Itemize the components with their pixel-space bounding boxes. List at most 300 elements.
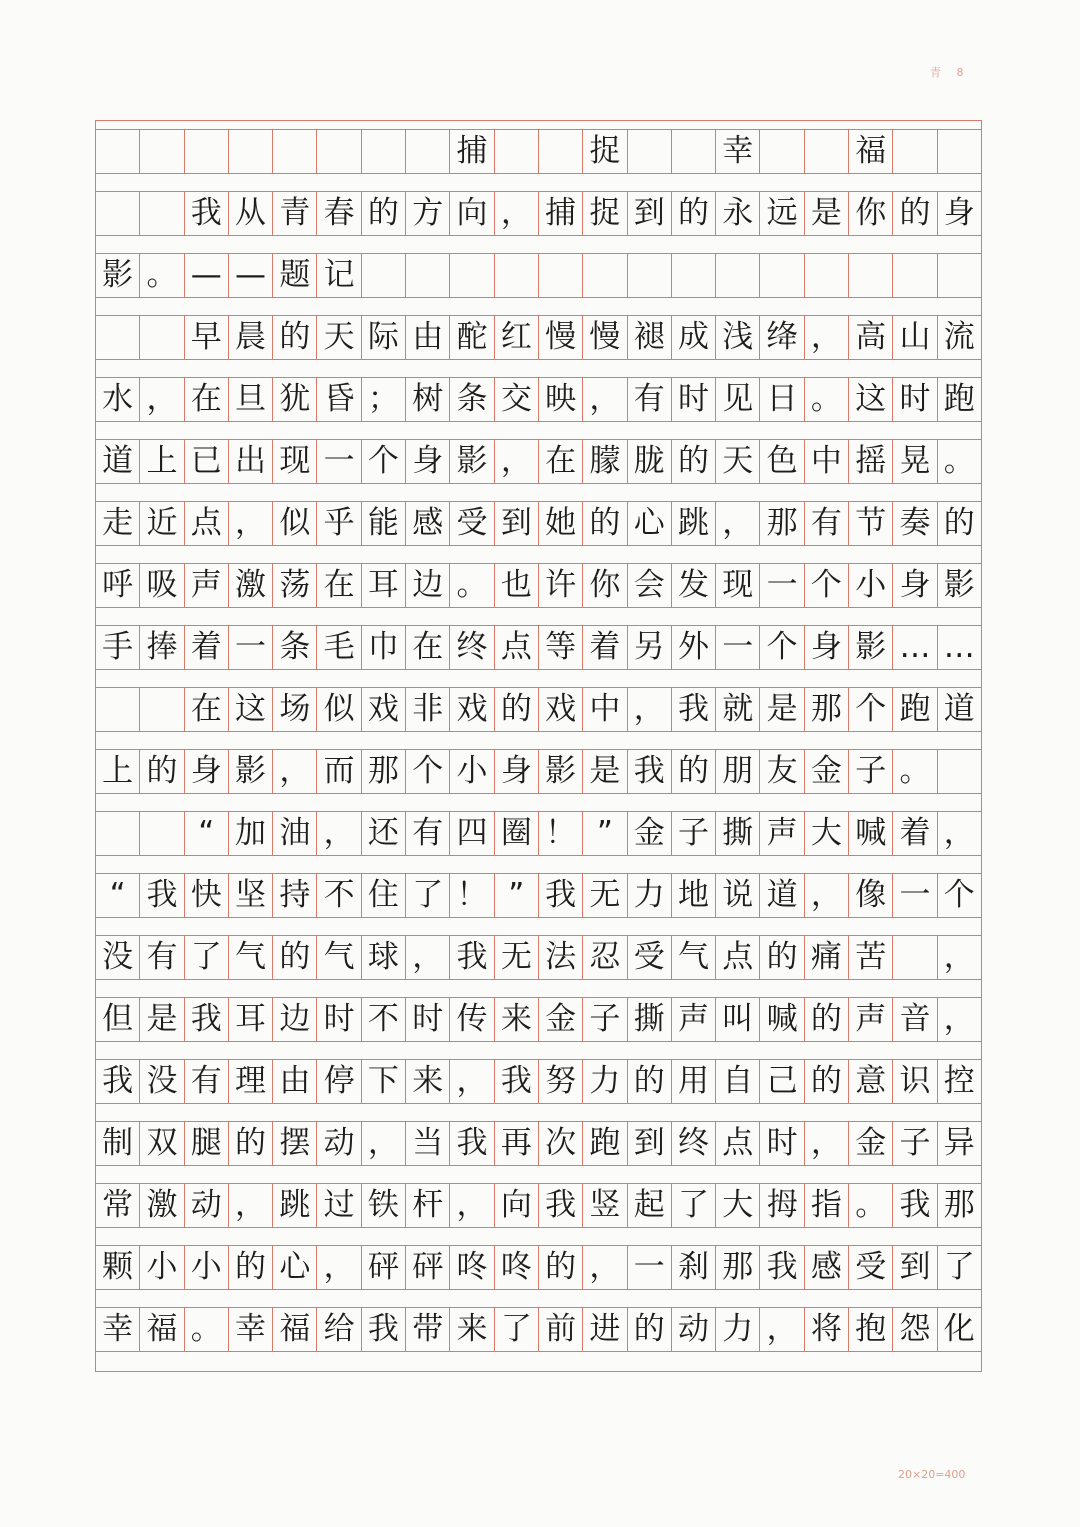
grid-cell: [539, 254, 583, 297]
grid-cell: 。: [893, 750, 937, 793]
grid-cell: 我: [539, 1184, 583, 1227]
grid-cell: 捉: [583, 130, 627, 173]
grid-cell: 来: [406, 1060, 450, 1103]
grid-cell: 你: [849, 192, 893, 235]
grid-cell: 一: [716, 626, 760, 669]
grid-cell: 心: [628, 502, 672, 545]
grid-cell: 耳: [229, 998, 273, 1041]
grid-cell: 下: [362, 1060, 406, 1103]
grid-cell: 的: [672, 440, 716, 483]
grid-cell: 气: [317, 936, 361, 979]
grid-cell: 金: [628, 812, 672, 855]
grid-cell: 已: [185, 440, 229, 483]
grid-cell: 的: [229, 1122, 273, 1165]
grid-cell: ，: [805, 874, 849, 917]
grid-cell: 色: [760, 440, 804, 483]
grid-cell: 怨: [893, 1308, 937, 1351]
grid-cell: 撕: [628, 998, 672, 1041]
grid-cell: 到: [893, 1246, 937, 1289]
grid-cell: 树: [406, 378, 450, 421]
grid-cell: 褪: [628, 316, 672, 359]
grid-cell: 戏: [539, 688, 583, 731]
grid-cell: 坚: [229, 874, 273, 917]
grid-cell: 由: [406, 316, 450, 359]
grid-cell: 。: [450, 564, 494, 607]
text-row: [96, 1307, 981, 1352]
grid-cell: 的: [273, 316, 317, 359]
grid-cell: 身: [805, 626, 849, 669]
grid-cell: 有: [628, 378, 672, 421]
grid-cell: 的: [893, 192, 937, 235]
grid-cell: 际: [362, 316, 406, 359]
grid-cell: 气: [672, 936, 716, 979]
grid-cell: 。: [140, 254, 184, 297]
grid-cell: 力: [583, 1060, 627, 1103]
grid-cell: 有: [805, 502, 849, 545]
grid-cell: 青: [273, 192, 317, 235]
grid-cell: [628, 254, 672, 297]
grid-cell: 幸: [96, 1308, 140, 1351]
grid-cell: [96, 812, 140, 855]
grid-cell: 这: [849, 378, 893, 421]
grid-cell: [140, 812, 184, 855]
grid-cell: 意: [849, 1060, 893, 1103]
grid-cell: [96, 192, 140, 235]
grid-cell: 一: [317, 440, 361, 483]
grid-cell: 竖: [583, 1184, 627, 1227]
grid-cell: 点: [185, 502, 229, 545]
grid-cell: 用: [672, 1060, 716, 1103]
grid-cell: 我: [628, 750, 672, 793]
grid-cell: 给: [317, 1308, 361, 1351]
text-row: [96, 1059, 981, 1104]
grid-cell: 我: [760, 1246, 804, 1289]
grid-cell: 题: [273, 254, 317, 297]
grid-cell: [672, 130, 716, 173]
grid-cell: 抱: [849, 1308, 893, 1351]
grid-cell: 近: [140, 502, 184, 545]
grid-cell: —: [229, 254, 273, 297]
grid-cell: 时: [672, 378, 716, 421]
grid-cell: 咚: [450, 1246, 494, 1289]
grid-cell: 向: [450, 192, 494, 235]
grid-cell: 将: [805, 1308, 849, 1351]
grid-cell: 记: [317, 254, 361, 297]
grid-cell: 有: [406, 812, 450, 855]
grid-cell: 现: [716, 564, 760, 607]
grid-cell: 理: [229, 1060, 273, 1103]
grid-cell: 声: [185, 564, 229, 607]
grid-cell: 道: [760, 874, 804, 917]
grid-cell: 当: [406, 1122, 450, 1165]
grid-cell: 远: [760, 192, 804, 235]
grid-cell: 见: [716, 378, 760, 421]
grid-cell: ，: [495, 440, 539, 483]
grid-cell: 铁: [362, 1184, 406, 1227]
grid-cell: 制: [96, 1122, 140, 1165]
grid-cell: 腿: [185, 1122, 229, 1165]
grid-cell: 球: [362, 936, 406, 979]
grid-cell: 在: [185, 378, 229, 421]
grid-cell: 时: [317, 998, 361, 1041]
grid-cell: 圈: [495, 812, 539, 855]
grid-cell: 在: [406, 626, 450, 669]
grid-cell: 胧: [628, 440, 672, 483]
grid-cell: 化: [943, 1311, 975, 1347]
grid-cell: 带: [406, 1308, 450, 1351]
grid-cell: 早: [185, 316, 229, 359]
grid-cell: 到: [628, 1122, 672, 1165]
grid-cell: 永: [716, 192, 760, 235]
grid-cell: 节: [849, 502, 893, 545]
grid-cell: 的: [805, 998, 849, 1041]
grid-cell: 努: [539, 1060, 583, 1103]
grid-cell: 你: [583, 564, 627, 607]
grid-cell: 荡: [273, 564, 317, 607]
grid-cell: 小: [450, 750, 494, 793]
grid-cell: 个: [943, 877, 975, 913]
grid-cell: 道: [96, 440, 140, 483]
grid-cell: 金: [849, 1122, 893, 1165]
grid-cell: 那: [760, 502, 804, 545]
grid-cell: [273, 130, 317, 173]
grid-cell: 手: [96, 626, 140, 669]
grid-cell: 了: [672, 1184, 716, 1227]
grid-cell: [140, 316, 184, 359]
grid-cell: 一: [893, 874, 937, 917]
grid-cell: 影: [229, 750, 273, 793]
grid-cell: 到: [628, 192, 672, 235]
grid-cell: ，: [450, 1184, 494, 1227]
text-row: [96, 1183, 981, 1228]
grid-cell: ！: [539, 812, 583, 855]
grid-cell: 天: [317, 316, 361, 359]
grid-cell: “: [96, 874, 140, 917]
grid-cell: 身: [893, 564, 937, 607]
grid-cell: 着: [583, 626, 627, 669]
grid-cell: 来: [495, 998, 539, 1041]
grid-cell: 拇: [760, 1184, 804, 1227]
grid-cell: [805, 254, 849, 297]
grid-cell: 的: [672, 192, 716, 235]
grid-cell: [805, 130, 849, 173]
grid-cell: 影: [849, 626, 893, 669]
grid-cell: 终: [672, 1122, 716, 1165]
grid-cell: [406, 130, 450, 173]
grid-cell: 酡: [450, 316, 494, 359]
grid-cell: [539, 130, 583, 173]
grid-cell: ，: [628, 688, 672, 731]
grid-cell: 的: [140, 750, 184, 793]
grid-cell: 昏: [317, 378, 361, 421]
grid-cell: 的: [628, 1308, 672, 1351]
grid-cell: 但: [96, 998, 140, 1041]
grid-cell: 捧: [140, 626, 184, 669]
grid-cell: 着: [893, 812, 937, 855]
grid-cell: 声: [760, 812, 804, 855]
grid-cell: 起: [628, 1184, 672, 1227]
grid-cell: 乎: [317, 502, 361, 545]
grid-cell: 条: [450, 378, 494, 421]
grid-cell: 能: [362, 502, 406, 545]
grid-cell: 而: [317, 750, 361, 793]
title-row: [96, 129, 981, 174]
grid-cell: [317, 130, 361, 173]
grid-cell: 发: [672, 564, 716, 607]
grid-cell: 出: [229, 440, 273, 483]
grid-cell: 影: [943, 567, 975, 603]
grid-cell: 向: [495, 1184, 539, 1227]
grid-cell: [96, 130, 140, 173]
grid-cell: 杆: [406, 1184, 450, 1227]
grid-cell: 的: [495, 688, 539, 731]
grid-cell: [893, 936, 937, 979]
text-row: [96, 377, 981, 422]
grid-cell: 个: [849, 688, 893, 731]
grid-cell: [849, 254, 893, 297]
grid-cell: [893, 254, 937, 297]
grid-cell: 旦: [229, 378, 273, 421]
grid-cell: [450, 254, 494, 297]
grid-cell: 日: [760, 378, 804, 421]
grid-cell: 那: [716, 1246, 760, 1289]
grid-cell: 摆: [273, 1122, 317, 1165]
grid-cell: 的: [760, 936, 804, 979]
grid-cell: 了: [185, 936, 229, 979]
grid-cell: 是: [805, 192, 849, 235]
grid-cell: 朋: [716, 750, 760, 793]
grid-cell: 会: [628, 564, 672, 607]
grid-cell: 个: [760, 626, 804, 669]
grid-cell: 点: [716, 1122, 760, 1165]
grid-cell: 有: [140, 936, 184, 979]
grid-cell: 。: [849, 1184, 893, 1227]
grid-cell: 的: [805, 1060, 849, 1103]
grid-cell: 时: [760, 1122, 804, 1165]
grid-cell: 等: [539, 626, 583, 669]
grid-cell: 戏: [450, 688, 494, 731]
grid-cell: 动: [185, 1184, 229, 1227]
grid-cell: 苦: [849, 936, 893, 979]
grid-cell: 。: [185, 1308, 229, 1351]
grid-cell: 前: [539, 1308, 583, 1351]
text-row: [96, 439, 981, 484]
grid-cell: 春: [317, 192, 361, 235]
grid-cell: ，: [943, 1001, 975, 1037]
grid-cell: ”: [583, 812, 627, 855]
grid-cell: 激: [140, 1184, 184, 1227]
text-row: [96, 997, 981, 1042]
grid-cell: 条: [273, 626, 317, 669]
grid-cell: 金: [539, 998, 583, 1041]
grid-cell: 心: [273, 1246, 317, 1289]
grid-cell: 点: [716, 936, 760, 979]
grid-cell: 成: [672, 316, 716, 359]
grid-cell: 上: [96, 750, 140, 793]
grid-cell: 着: [185, 626, 229, 669]
grid-cell: 力: [628, 874, 672, 917]
grid-cell: ，: [495, 192, 539, 235]
text-row: [96, 501, 981, 546]
grid-cell: 就: [716, 688, 760, 731]
grid-cell: 从: [229, 192, 273, 235]
grid-cell: 我: [450, 1122, 494, 1165]
grid-cell: 我: [893, 1184, 937, 1227]
grid-cell: 另: [628, 626, 672, 669]
text-row: [96, 811, 981, 856]
grid-cell: 受: [849, 1246, 893, 1289]
grid-cell: 身: [943, 195, 975, 231]
grid-cell: 由: [273, 1060, 317, 1103]
grid-cell: 子: [583, 998, 627, 1041]
page-marker: 青 8: [930, 66, 970, 79]
grid-cell: 这: [229, 688, 273, 731]
grid-cell: 叫: [716, 998, 760, 1041]
grid-cell: 不: [317, 874, 361, 917]
grid-cell: ，: [273, 750, 317, 793]
grid-cell: 激: [229, 564, 273, 607]
grid-cell: [716, 254, 760, 297]
grid-cell: 我: [185, 192, 229, 235]
grid-cell: 还: [362, 812, 406, 855]
grid-cell: 说: [716, 874, 760, 917]
grid-cell: 吸: [140, 564, 184, 607]
grid-cell: 浅: [716, 316, 760, 359]
grid-cell: 识: [893, 1060, 937, 1103]
grid-cell: 跳: [672, 502, 716, 545]
grid-cell: [938, 254, 981, 297]
grid-cell: 在: [539, 440, 583, 483]
grid-cell: 福: [849, 130, 893, 173]
grid-cell: 颗: [96, 1246, 140, 1289]
grid-cell: 受: [450, 502, 494, 545]
grid-cell: 捕: [539, 192, 583, 235]
grid-cell: 走: [96, 502, 140, 545]
grid-cell: 摇: [849, 440, 893, 483]
grid-cell: 呼: [96, 564, 140, 607]
grid-cell: ，: [406, 936, 450, 979]
grid-cell: 的: [273, 936, 317, 979]
grid-cell: 像: [849, 874, 893, 917]
grid-cell: 奏: [893, 502, 937, 545]
grid-cell: 晃: [893, 440, 937, 483]
grid-cell: 的: [943, 505, 975, 541]
grid-cell: 的: [672, 750, 716, 793]
grid-cell: 持: [273, 874, 317, 917]
grid-cell: ，: [362, 1122, 406, 1165]
grid-cell: 动: [672, 1308, 716, 1351]
grid-cell: ，: [229, 1184, 273, 1227]
grid-cell: 跳: [273, 1184, 317, 1227]
grid-cell: 我: [450, 936, 494, 979]
grid-cell: 一: [229, 626, 273, 669]
grid-cell: 忍: [583, 936, 627, 979]
grid-cell: 影: [96, 254, 140, 297]
grid-cell: 福: [140, 1308, 184, 1351]
grid-cell: 影: [539, 750, 583, 793]
grid-cell: 边: [273, 998, 317, 1041]
grid-cell: 双: [140, 1122, 184, 1165]
grid-cell: 四: [450, 812, 494, 855]
grid-cell: 非: [406, 688, 450, 731]
grid-cell: 油: [273, 812, 317, 855]
grid-cell: 巾: [362, 626, 406, 669]
grid-cell: 晨: [229, 316, 273, 359]
grid-cell: [760, 130, 804, 173]
grid-cell: 咚: [495, 1246, 539, 1289]
grid-cell: ！: [450, 874, 494, 917]
grid-cell: 边: [406, 564, 450, 607]
grid-cell: 外: [672, 626, 716, 669]
grid-cell: 福: [273, 1308, 317, 1351]
grid-cell: 喊: [849, 812, 893, 855]
grid-cell: [96, 688, 140, 731]
grid-cell: 了: [943, 1249, 975, 1285]
grid-cell: [628, 130, 672, 173]
grid-cell: 再: [495, 1122, 539, 1165]
grid-cell: 戏: [362, 688, 406, 731]
grid-cell: 小: [185, 1246, 229, 1289]
grid-cell: 许: [539, 564, 583, 607]
grid-cell: 了: [495, 1308, 539, 1351]
grid-cell: 自: [716, 1060, 760, 1103]
grid-cell: 在: [317, 564, 361, 607]
grid-cell: 是: [760, 688, 804, 731]
grid-cell: 场: [273, 688, 317, 731]
grid-cell: 红: [495, 316, 539, 359]
grid-cell: [495, 254, 539, 297]
grid-cell: 那: [362, 750, 406, 793]
grid-cell: 停: [317, 1060, 361, 1103]
grid-cell: 水: [96, 378, 140, 421]
grid-cell: 无: [583, 874, 627, 917]
grid-cell: 身: [406, 440, 450, 483]
grid-cell: 她: [539, 502, 583, 545]
grid-cell: 个: [805, 564, 849, 607]
grid-cell: 常: [96, 1184, 140, 1227]
grid-cell: 犹: [273, 378, 317, 421]
grid-cell: 跑: [583, 1122, 627, 1165]
grid-cell: 似: [317, 688, 361, 731]
grid-cell: 住: [362, 874, 406, 917]
grid-cell: 的: [539, 1246, 583, 1289]
grid-cell: [96, 316, 140, 359]
grid-cell: 我: [185, 998, 229, 1041]
grid-cell: ，: [140, 378, 184, 421]
grid-cell: ；: [362, 378, 406, 421]
grid-cell: 气: [229, 936, 273, 979]
grid-cell: 终: [450, 626, 494, 669]
text-row: [96, 1121, 981, 1166]
grid-cell: 没: [96, 936, 140, 979]
grid-cell: 受: [628, 936, 672, 979]
grid-cell: 小: [140, 1246, 184, 1289]
grid-cell: 耳: [362, 564, 406, 607]
grid-cell: ，: [805, 316, 849, 359]
grid-cell: 来: [450, 1308, 494, 1351]
grid-cell: 声: [672, 998, 716, 1041]
grid-cell: [185, 130, 229, 173]
grid-cell: ，: [583, 1246, 627, 1289]
grid-cell: 感: [406, 502, 450, 545]
grid-cell: ”: [495, 874, 539, 917]
text-row: [96, 935, 981, 980]
grid-cell: “: [185, 812, 229, 855]
text-row: [96, 253, 981, 298]
grid-cell: 痛: [805, 936, 849, 979]
grid-cell: 指: [805, 1184, 849, 1227]
grid-cell: 也: [495, 564, 539, 607]
